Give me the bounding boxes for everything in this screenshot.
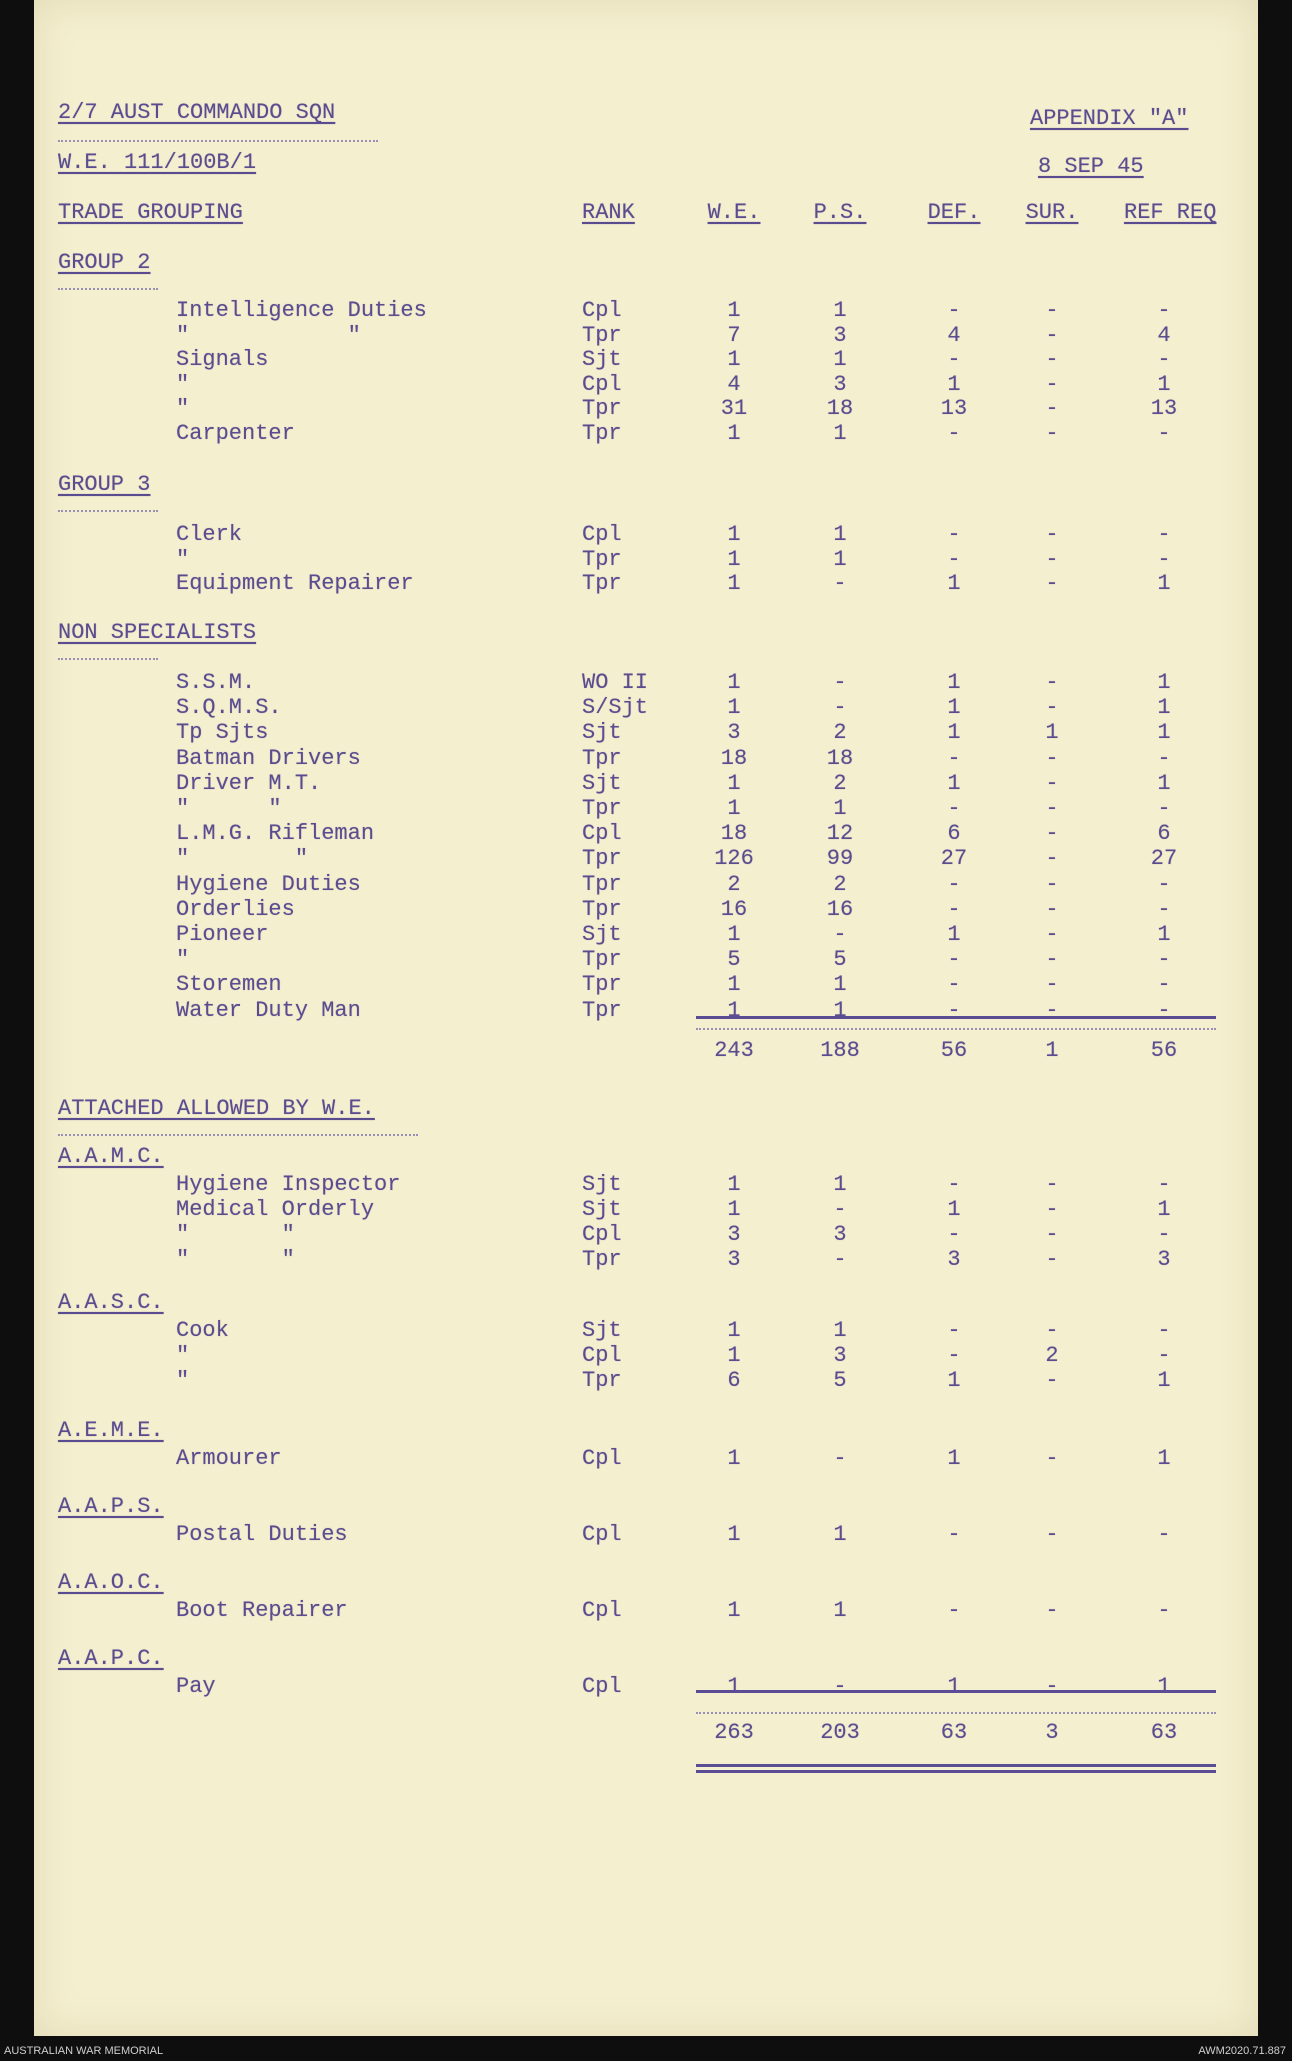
row-value-def: 1 [947,922,961,947]
column-header-def: DEF. [927,200,981,225]
row-trade: S.Q.M.S. [176,695,282,720]
row-value-ps: 1 [833,998,847,1023]
row-trade: Storemen [176,972,282,997]
row-value-ref-req: 1 [1157,670,1171,695]
total-double-rule [696,1764,1216,1767]
row-value-we: 3 [727,1222,741,1247]
row-trade: " [176,372,190,397]
row-value-we: 31 [720,396,748,421]
row-trade: Pioneer [176,922,269,947]
row-rank: Tpr [582,746,622,771]
row-value-def: - [947,998,961,1023]
row-value-ref-req: 1 [1157,372,1171,397]
row-value-we: 1 [727,1674,741,1699]
row-trade: " " [176,1222,295,1247]
total-def: 63 [940,1720,968,1745]
row-value-we: 1 [727,421,741,446]
row-value-sur: - [1045,821,1059,846]
row-value-we: 7 [727,323,741,348]
dotted-underline [58,658,158,660]
footer [0,2043,1292,2061]
row-value-ref-req: - [1157,1522,1171,1547]
document-date: 8 SEP 45 [1038,154,1144,179]
subtotal-sur: 1 [1045,1038,1059,1063]
unit-heading: 2/7 AUST COMMANDO SQN [58,100,336,125]
footer-accession-number: AWM2020.71.887 [1198,2045,1286,2057]
row-value-sur: - [1045,1197,1059,1222]
row-value-ps: 18 [826,746,854,771]
row-value-def: 1 [947,571,961,596]
row-value-sur: - [1045,670,1059,695]
row-value-ps: 2 [833,872,847,897]
row-value-def: - [947,1222,961,1247]
row-value-sur: - [1045,998,1059,1023]
row-value-def: 6 [947,821,961,846]
corps-heading: A.A.M.C. [58,1144,164,1169]
row-value-we: 1 [727,972,741,997]
subtotal-rule [696,1016,1216,1019]
row-value-we: 5 [727,947,741,972]
row-value-we: 1 [727,1343,741,1368]
row-value-sur: - [1045,298,1059,323]
row-value-def: - [947,1598,961,1623]
row-value-sur: - [1045,1368,1059,1393]
row-value-we: 1 [727,547,741,572]
row-value-ps: 2 [833,771,847,796]
total-rule [696,1690,1216,1693]
row-value-ref-req: - [1157,1598,1171,1623]
row-value-ps: 1 [833,298,847,323]
group-heading: GROUP 2 [58,250,151,275]
row-value-ref-req: 1 [1157,771,1171,796]
row-value-ref-req: 13 [1150,396,1178,421]
row-trade: " [176,1343,190,1368]
row-trade: Medical Orderly [176,1197,375,1222]
row-value-def: 1 [947,1368,961,1393]
row-value-ps: 3 [833,372,847,397]
row-value-def: 1 [947,670,961,695]
row-value-ref-req: 1 [1157,571,1171,596]
row-value-sur: - [1045,922,1059,947]
row-value-ref-req: 1 [1157,720,1171,745]
column-header-trade-grouping: TRADE GROUPING [58,200,243,225]
row-trade: Equipment Repairer [176,571,414,596]
row-value-def: - [947,897,961,922]
row-value-def: 4 [947,323,961,348]
row-value-sur: - [1045,323,1059,348]
row-trade: " " [176,1247,295,1272]
corps-heading: A.A.O.C. [58,1570,164,1595]
row-value-ref-req: - [1157,872,1171,897]
dotted-rule [696,1712,1216,1714]
column-header-we: W.E. [707,200,761,225]
row-value-def: 1 [947,1674,961,1699]
row-value-ref-req: 1 [1157,1446,1171,1471]
row-value-ps: 1 [833,421,847,446]
row-trade: Orderlies [176,897,295,922]
group-heading: GROUP 3 [58,472,151,497]
row-value-we: 1 [727,1446,741,1471]
row-value-sur: - [1045,1222,1059,1247]
row-value-def: - [947,1318,961,1343]
row-value-def: 13 [940,396,968,421]
row-value-we: 126 [714,846,754,871]
row-value-ps: 1 [833,1318,847,1343]
row-value-ref-req: - [1157,1172,1171,1197]
row-value-we: 1 [727,1598,741,1623]
row-value-we: 1 [727,796,741,821]
row-value-we: 1 [727,1318,741,1343]
row-trade: Signals [176,347,269,372]
row-value-ref-req: - [1157,347,1171,372]
row-value-sur: - [1045,897,1059,922]
row-value-def: - [947,872,961,897]
row-trade: " [176,547,190,572]
row-value-sur: - [1045,1172,1059,1197]
row-value-sur: - [1045,421,1059,446]
row-value-we: 18 [720,746,748,771]
row-value-sur: - [1045,746,1059,771]
row-rank: Cpl [582,1598,622,1623]
row-trade: " [176,1368,190,1393]
row-value-ref-req: - [1157,1222,1171,1247]
row-value-we: 1 [727,922,741,947]
row-rank: Tpr [582,421,622,446]
row-value-ref-req: - [1157,796,1171,821]
row-rank: Tpr [582,897,622,922]
row-value-ps: - [833,1197,847,1222]
document-page [34,0,1258,2036]
row-value-we: 1 [727,695,741,720]
row-rank: Cpl [582,1446,622,1471]
row-value-ps: 1 [833,1172,847,1197]
row-rank: Sjt [582,1172,622,1197]
row-trade: Pay [176,1674,216,1699]
row-value-ps: 2 [833,720,847,745]
row-value-ps: 18 [826,396,854,421]
row-value-ref-req: - [1157,1343,1171,1368]
row-trade: Driver M.T. [176,771,322,796]
row-trade: Water Duty Man [176,998,361,1023]
row-value-we: 4 [727,372,741,397]
row-value-we: 2 [727,872,741,897]
row-value-sur: - [1045,771,1059,796]
row-value-ps: - [833,1247,847,1272]
row-value-we: 1 [727,1197,741,1222]
row-value-def: - [947,972,961,997]
row-value-ps: - [833,670,847,695]
group-heading: NON SPECIALISTS [58,620,257,645]
row-value-ps: 1 [833,522,847,547]
row-value-we: 1 [727,347,741,372]
corps-heading: A.A.S.C. [58,1290,164,1315]
row-value-sur: - [1045,1446,1059,1471]
column-header-ref-req: REF REQ [1124,200,1217,225]
row-rank: Tpr [582,972,622,997]
row-value-def: - [947,796,961,821]
row-rank: Cpl [582,372,622,397]
row-value-def: 1 [947,695,961,720]
row-value-ps: 16 [826,897,854,922]
dotted-underline [58,1134,418,1136]
row-value-ps: 1 [833,347,847,372]
row-value-sur: - [1045,1318,1059,1343]
row-value-ps: 3 [833,323,847,348]
row-value-def: 1 [947,771,961,796]
total-sur: 3 [1045,1720,1059,1745]
row-rank: Sjt [582,1197,622,1222]
row-rank: Tpr [582,396,622,421]
row-value-def: - [947,547,961,572]
row-value-ref-req: - [1157,972,1171,997]
row-value-def: - [947,746,961,771]
row-value-sur: - [1045,695,1059,720]
row-trade: Postal Duties [176,1522,348,1547]
row-rank: Cpl [582,1522,622,1547]
row-value-sur: - [1045,1522,1059,1547]
total-ref-req: 63 [1150,1720,1178,1745]
row-rank: S/Sjt [582,695,649,720]
row-value-sur: - [1045,846,1059,871]
row-value-ps: 5 [833,947,847,972]
row-value-we: 1 [727,522,741,547]
row-value-we: 18 [720,821,748,846]
row-trade: S.S.M. [176,670,256,695]
row-value-ps: - [833,1446,847,1471]
row-value-def: - [947,1172,961,1197]
row-rank: Tpr [582,1368,622,1393]
row-value-ps: 12 [826,821,854,846]
row-value-sur: - [1045,872,1059,897]
column-header-sur: SUR. [1025,200,1079,225]
row-value-sur: - [1045,396,1059,421]
attached-heading: ATTACHED ALLOWED BY W.E. [58,1096,375,1121]
row-value-we: 1 [727,1522,741,1547]
row-value-we: 6 [727,1368,741,1393]
row-value-def: - [947,298,961,323]
row-value-ps: 3 [833,1343,847,1368]
row-rank: Sjt [582,771,622,796]
row-rank: WO II [582,670,649,695]
row-value-ref-req: 3 [1157,1247,1171,1272]
row-value-ref-req: - [1157,1318,1171,1343]
row-value-def: - [947,421,961,446]
row-rank: Sjt [582,1318,622,1343]
row-value-ref-req: - [1157,547,1171,572]
row-value-ref-req: - [1157,298,1171,323]
total-we: 263 [714,1720,754,1745]
row-value-sur: - [1045,547,1059,572]
row-value-ps: 5 [833,1368,847,1393]
row-value-ref-req: - [1157,998,1171,1023]
reference-number: W.E. 111/100B/1 [58,150,257,175]
subtotal-we: 243 [714,1038,754,1063]
row-value-def: - [947,1343,961,1368]
row-rank: Cpl [582,1674,622,1699]
row-value-we: 1 [727,1172,741,1197]
total-double-rule [696,1770,1216,1773]
subtotal-ps: 188 [820,1038,860,1063]
row-rank: Tpr [582,547,622,572]
row-value-we: 3 [727,720,741,745]
row-value-ref-req: 6 [1157,821,1171,846]
row-value-ref-req: 4 [1157,323,1171,348]
appendix-heading: APPENDIX "A" [1030,106,1189,131]
dotted-rule [696,1028,1216,1030]
row-value-sur: - [1045,372,1059,397]
row-rank: Tpr [582,323,622,348]
row-value-ref-req: - [1157,947,1171,972]
row-value-ps: 99 [826,846,854,871]
row-rank: Sjt [582,347,622,372]
row-value-we: 1 [727,998,741,1023]
row-value-ref-req: - [1157,746,1171,771]
corps-heading: A.A.P.C. [58,1646,164,1671]
row-value-ps: - [833,571,847,596]
corps-heading: A.A.P.S. [58,1494,164,1519]
row-trade: Batman Drivers [176,746,361,771]
row-value-def: - [947,347,961,372]
row-rank: Cpl [582,821,622,846]
row-value-we: 1 [727,298,741,323]
row-value-sur: - [1045,347,1059,372]
row-value-ref-req: - [1157,897,1171,922]
row-trade: " [176,396,190,421]
row-value-sur: - [1045,947,1059,972]
row-rank: Cpl [582,298,622,323]
row-value-sur: - [1045,972,1059,997]
row-value-ps: - [833,695,847,720]
row-rank: Sjt [582,922,622,947]
row-trade: Intelligence Duties [176,298,427,323]
row-rank: Tpr [582,1247,622,1272]
subtotal-ref-req: 56 [1150,1038,1178,1063]
row-value-def: - [947,947,961,972]
row-value-we: 3 [727,1247,741,1272]
row-rank: Cpl [582,1222,622,1247]
row-value-ps: - [833,1674,847,1699]
row-value-we: 1 [727,771,741,796]
corps-heading: A.E.M.E. [58,1418,164,1443]
row-value-ref-req: 1 [1157,1674,1171,1699]
row-value-ps: 1 [833,972,847,997]
row-value-ps: 1 [833,796,847,821]
row-value-sur: - [1045,1598,1059,1623]
row-value-ps: 1 [833,1598,847,1623]
row-rank: Cpl [582,1343,622,1368]
row-value-sur: - [1045,522,1059,547]
column-header-rank: RANK [582,200,635,225]
row-value-ref-req: - [1157,421,1171,446]
row-value-ps: 3 [833,1222,847,1247]
row-rank: Tpr [582,872,622,897]
row-value-def: 1 [947,1446,961,1471]
row-value-ref-req: 1 [1157,1197,1171,1222]
row-value-ref-req: - [1157,522,1171,547]
row-trade: Carpenter [176,421,295,446]
row-trade: L.M.G. Rifleman [176,821,375,846]
row-rank: Tpr [582,846,622,871]
row-value-sur: 2 [1045,1343,1059,1368]
total-ps: 203 [820,1720,860,1745]
row-rank: Sjt [582,720,622,745]
row-value-sur: - [1045,1674,1059,1699]
row-trade: " " [176,846,309,871]
row-trade: Clerk [176,522,243,547]
row-value-sur: - [1045,796,1059,821]
row-value-we: 16 [720,897,748,922]
row-trade: Armourer [176,1446,282,1471]
row-rank: Tpr [582,998,622,1023]
row-value-def: 1 [947,372,961,397]
row-rank: Tpr [582,947,622,972]
row-value-we: 1 [727,670,741,695]
row-trade: Cook [176,1318,229,1343]
row-value-sur: 1 [1045,720,1059,745]
column-header-ps: P.S. [813,200,867,225]
row-value-sur: - [1045,571,1059,596]
row-rank: Cpl [582,522,622,547]
row-value-ps: - [833,922,847,947]
row-value-ps: 1 [833,1522,847,1547]
row-value-def: - [947,522,961,547]
dotted-underline [58,140,378,142]
row-value-we: 1 [727,571,741,596]
row-trade: Boot Repairer [176,1598,348,1623]
row-trade: " " [176,796,282,821]
row-value-sur: - [1045,1247,1059,1272]
dotted-underline [58,510,158,512]
row-value-ref-req: 1 [1157,1368,1171,1393]
row-rank: Tpr [582,571,622,596]
footer-credit: AUSTRALIAN WAR MEMORIAL [4,2045,164,2057]
row-value-ref-req: 1 [1157,695,1171,720]
row-trade: Tp Sjts [176,720,269,745]
row-trade: Hygiene Duties [176,872,361,897]
dotted-underline [58,288,158,290]
row-trade: " " [176,323,361,348]
row-rank: Tpr [582,796,622,821]
row-value-ref-req: 1 [1157,922,1171,947]
row-value-ref-req: 27 [1150,846,1178,871]
row-trade: Hygiene Inspector [176,1172,401,1197]
row-value-def: 27 [940,846,968,871]
row-trade: " [176,947,190,972]
row-value-def: - [947,1522,961,1547]
row-value-def: 1 [947,1197,961,1222]
subtotal-def: 56 [940,1038,968,1063]
row-value-ps: 1 [833,547,847,572]
row-value-def: 3 [947,1247,961,1272]
row-value-def: 1 [947,720,961,745]
